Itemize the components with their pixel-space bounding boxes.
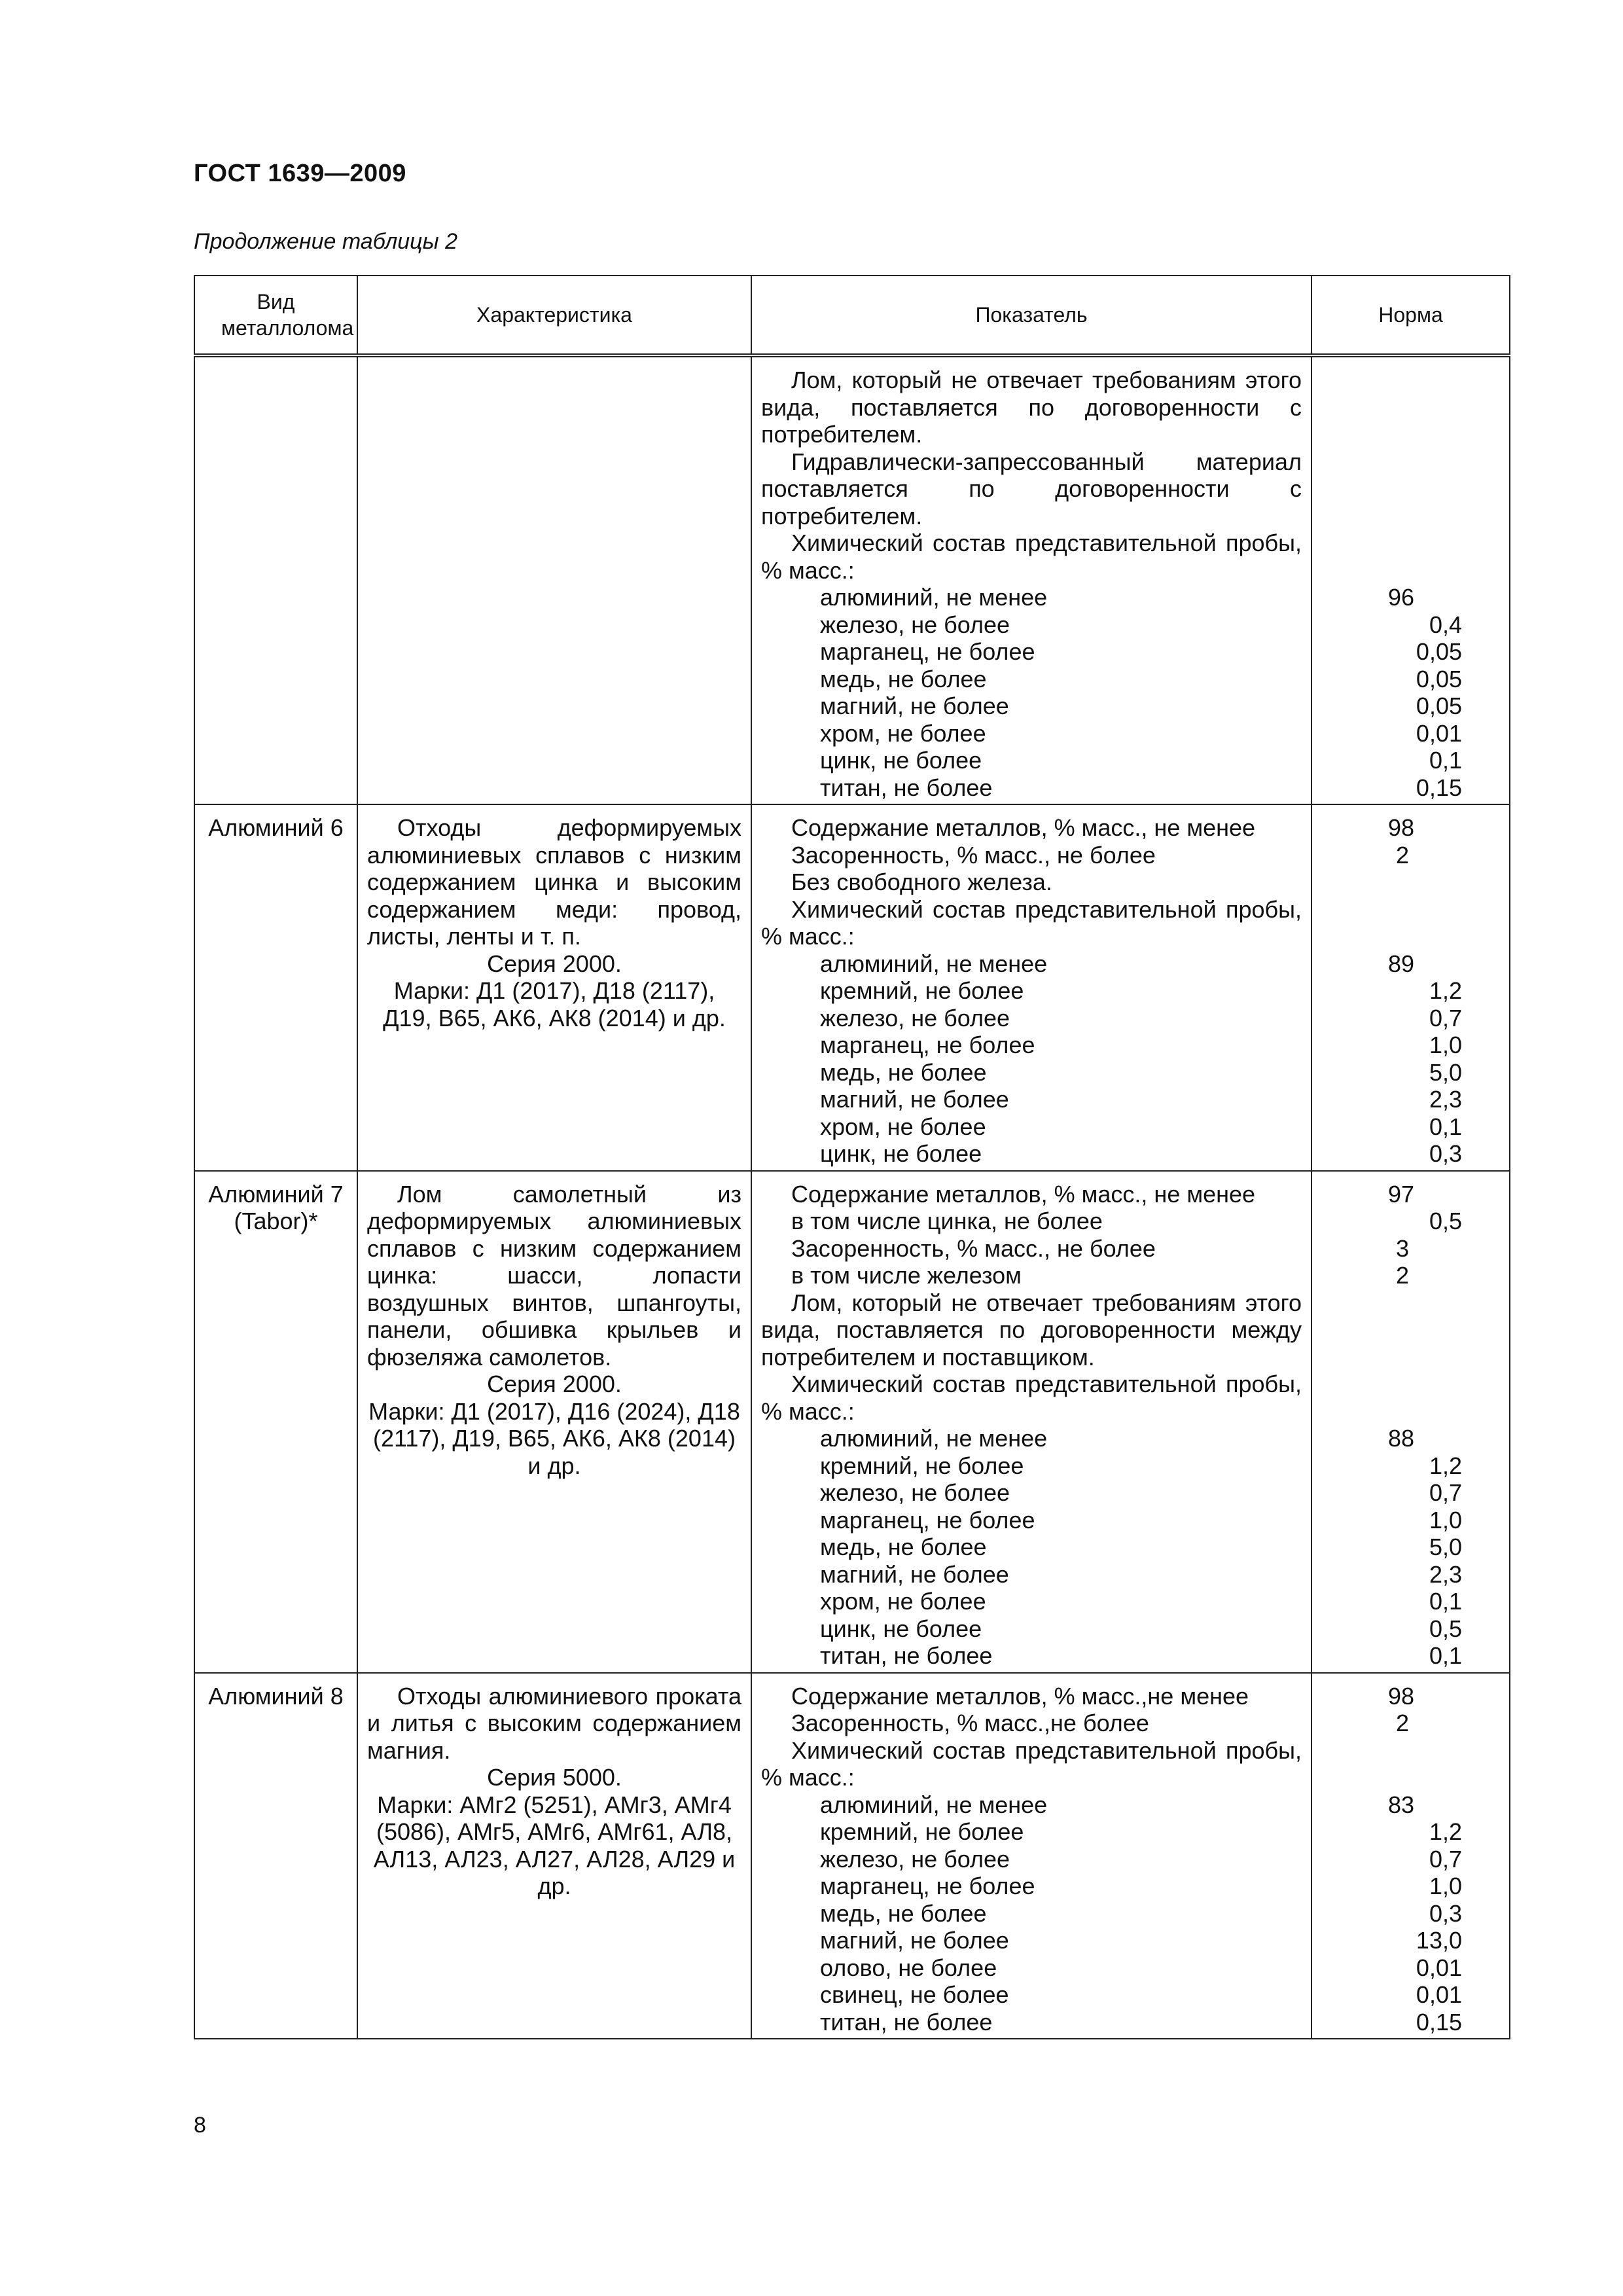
indicator-item: магний, не более [820, 1560, 1009, 1588]
norm-value: 1,0 [1429, 1873, 1462, 1899]
indicator-item: магний, не более [820, 1086, 1009, 1113]
characteristic-text: Отходы алюминиевого проката и литья с высоким содержанием магния. [367, 1682, 741, 1764]
indicator-paragraph: Химический состав представительной пробы, % масс.: [761, 1371, 1302, 1425]
indicator-line: Содержание металлов, % масс.,не менее [791, 1682, 1249, 1710]
table-row [194, 1673, 1510, 2039]
indicator-item: медь, не более [820, 1899, 987, 1927]
norm-value: 1,2 [1429, 1818, 1462, 1845]
norm-value: 0,3 [1429, 1140, 1462, 1167]
indicator-item: кремний, не более [820, 1452, 1024, 1479]
norm-value: 0,5 [1429, 1208, 1462, 1234]
indicator-item: марганец, не более [820, 1031, 1035, 1058]
column-header: Вид металлолома [194, 276, 357, 355]
norm-value: 97 [1388, 1180, 1415, 1208]
indicator-paragraph: Лом, который не отвечает требованиям этого вида, поставляется по договоренности между потребителем и поставщиком. [761, 1289, 1302, 1371]
indicator-item: цинк, не более [820, 1140, 982, 1167]
norm-value: 5,0 [1429, 1534, 1462, 1560]
norm-value: 1,2 [1429, 977, 1462, 1004]
column-header: Норма [1311, 276, 1510, 355]
indicator-item: медь, не более [820, 1534, 987, 1560]
indicator-line: Без свободного железа. [791, 869, 1052, 895]
norm-value: 98 [1388, 814, 1415, 841]
characteristic-cell [357, 355, 751, 804]
indicator-line: в том числе железом [791, 1262, 1022, 1289]
indicator-item: марганец, не более [820, 1873, 1035, 1899]
indicator-item: железо, не более [820, 1845, 1010, 1873]
indicator-item: титан, не более [820, 2008, 993, 2036]
document-title: ГОСТ 1639—2009 [194, 160, 406, 187]
indicator-line: Засоренность, % масс., не более [791, 1234, 1156, 1262]
indicator-item: свинец, не более [820, 1981, 1009, 2008]
norm-value: 0,1 [1429, 747, 1462, 774]
table-caption: Продолжение таблицы 2 [194, 229, 457, 254]
norm-value: 1,0 [1429, 1031, 1462, 1058]
scrap-table [194, 275, 1510, 2039]
indicator-item: титан, не более [820, 774, 993, 801]
norm-value: 0,5 [1429, 1615, 1462, 1642]
norm-value: 2 [1396, 1710, 1410, 1736]
characteristic-cell [357, 1673, 751, 2039]
norm-value: 0,3 [1429, 1899, 1462, 1927]
norm-value: 0,05 [1416, 638, 1462, 665]
indicator-cell [751, 804, 1311, 1171]
page-number: 8 [194, 2113, 206, 2138]
indicator-item: олово, не более [820, 1954, 997, 1981]
indicator-item: железо, не более [820, 611, 1010, 638]
norm-value: 0,01 [1416, 1954, 1462, 1981]
characteristic-cell [357, 1171, 751, 1673]
norm-value: 0,7 [1429, 1845, 1462, 1873]
column-header: Характеристика [357, 276, 751, 355]
indicator-item: алюминий, не менее [820, 1791, 1048, 1818]
table-row [194, 355, 1510, 804]
indicator-item: хром, не более [820, 1113, 986, 1140]
norm-value: 0,15 [1416, 2008, 1462, 2036]
indicator-item: алюминий, не менее [820, 950, 1048, 977]
indicator-paragraph: Химический состав представительной пробы, % масс.: [761, 529, 1302, 584]
characteristic-cell [357, 804, 751, 1171]
scrap-kind-cell: Алюминий 7 (Tabor)* [194, 1171, 357, 1673]
indicator-item: марганец, не более [820, 1506, 1035, 1534]
indicator-paragraph: Химический состав представительной пробы, % масс.: [761, 1736, 1302, 1791]
series-text: Серия 2000. [487, 950, 622, 977]
indicator-item: медь, не более [820, 665, 987, 692]
characteristic-text: Лом самолетный из деформируемых алюминиевых сплавов с низким содержанием цинка: шасси, лопасти воздушных винтов, шпангоуты, панели, обшивка крыльев и фюзеляжа самолетов. [367, 1180, 741, 1371]
norm-value: 2,3 [1429, 1086, 1462, 1113]
norm-value: 1,2 [1429, 1452, 1462, 1479]
norm-cell [1311, 804, 1510, 1171]
grades-text: Марки: АМг2 (5251), АМг3, АМг4 (5086), АМг5, АМг6, АМг61, АЛ8, АЛ13, АЛ23, АЛ27, АЛ28, АЛ29 и др. [373, 1791, 736, 1899]
indicator-item: алюминий, не менее [820, 584, 1048, 611]
indicator-item: магний, не более [820, 1927, 1009, 1954]
norm-value: 0,7 [1429, 1004, 1462, 1031]
characteristic-text: Отходы деформируемых алюминиевых сплавов с низким содержанием цинка и высоким содержанием меди: провод, листы, ленты и т. п. [367, 814, 741, 950]
indicator-item: хром, не более [820, 1588, 986, 1615]
norm-value: 0,01 [1416, 719, 1462, 747]
norm-cell [1311, 1673, 1510, 2039]
norm-value: 0,1 [1429, 1588, 1462, 1615]
series-text: Серия 2000. [487, 1371, 622, 1397]
norm-value: 0,1 [1429, 1113, 1462, 1140]
norm-value: 0,05 [1416, 665, 1462, 692]
indicator-item: магний, не более [820, 692, 1009, 719]
indicator-item: алюминий, не менее [820, 1425, 1048, 1452]
table-row [194, 804, 1510, 1171]
indicator-cell [751, 1673, 1311, 2039]
norm-value: 2 [1396, 1262, 1410, 1289]
indicator-line: Содержание металлов, % масс., не менее [791, 1180, 1256, 1208]
norm-value: 13,0 [1416, 1927, 1462, 1954]
indicator-item: железо, не более [820, 1479, 1010, 1506]
scrap-kind-cell [194, 355, 357, 804]
norm-value: 0,4 [1429, 611, 1462, 638]
indicator-item: медь, не более [820, 1058, 987, 1086]
indicator-item: цинк, не более [820, 747, 982, 774]
indicator-item: марганец, не более [820, 638, 1035, 665]
indicator-cell [751, 355, 1311, 804]
column-header: Показатель [751, 276, 1311, 355]
norm-value: 98 [1388, 1682, 1415, 1710]
indicator-cell [751, 1171, 1311, 1673]
grades-text: Марки: Д1 (2017), Д18 (2117), Д19, В65, АК6, АК8 (2014) и др. [383, 977, 726, 1031]
norm-value: 3 [1396, 1234, 1410, 1262]
indicator-paragraph: Гидравлически-запрессованный материал поставляется по договоренности с потребителем. [761, 448, 1302, 529]
indicator-item: титан, не более [820, 1642, 993, 1669]
table-header-row [194, 276, 1510, 355]
indicator-line: Засоренность, % масс.,не более [791, 1710, 1149, 1736]
norm-value: 88 [1388, 1425, 1415, 1452]
scrap-kind-cell: Алюминий 6 [194, 804, 357, 1171]
norm-value: 96 [1388, 584, 1415, 611]
norm-value: 0,15 [1416, 774, 1462, 801]
indicator-line: в том числе цинка, не более [791, 1208, 1103, 1234]
norm-value: 0,05 [1416, 692, 1462, 719]
indicator-line: Содержание металлов, % масс., не менее [791, 814, 1256, 841]
norm-value: 0,01 [1416, 1981, 1462, 2008]
norm-value: 1,0 [1429, 1506, 1462, 1534]
norm-value: 83 [1388, 1791, 1415, 1818]
norm-value: 5,0 [1429, 1058, 1462, 1086]
indicator-paragraph: Химический состав представительной пробы, % масс.: [761, 895, 1302, 950]
scrap-kind-cell: Алюминий 8 [194, 1673, 357, 2039]
indicator-paragraph: Лом, который не отвечает требованиям этого вида, поставляется по договоренности с потребителем. [761, 367, 1302, 448]
indicator-item: железо, не более [820, 1004, 1010, 1031]
norm-cell [1311, 355, 1510, 804]
indicator-line: Засоренность, % масс., не более [791, 841, 1156, 869]
series-text: Серия 5000. [487, 1764, 622, 1791]
norm-value: 89 [1388, 950, 1415, 977]
norm-value: 2,3 [1429, 1560, 1462, 1588]
norm-value: 0,7 [1429, 1479, 1462, 1506]
indicator-item: цинк, не более [820, 1615, 982, 1642]
norm-value: 2 [1396, 841, 1410, 869]
indicator-item: кремний, не более [820, 1818, 1024, 1845]
norm-cell [1311, 1171, 1510, 1673]
indicator-item: хром, не более [820, 719, 986, 747]
norm-value: 0,1 [1429, 1642, 1462, 1669]
table-row [194, 1171, 1510, 1673]
grades-text: Марки: Д1 (2017), Д16 (2024), Д18 (2117), Д19, В65, АК6, АК8 (2014) и др. [368, 1397, 740, 1479]
indicator-item: кремний, не более [820, 977, 1024, 1004]
